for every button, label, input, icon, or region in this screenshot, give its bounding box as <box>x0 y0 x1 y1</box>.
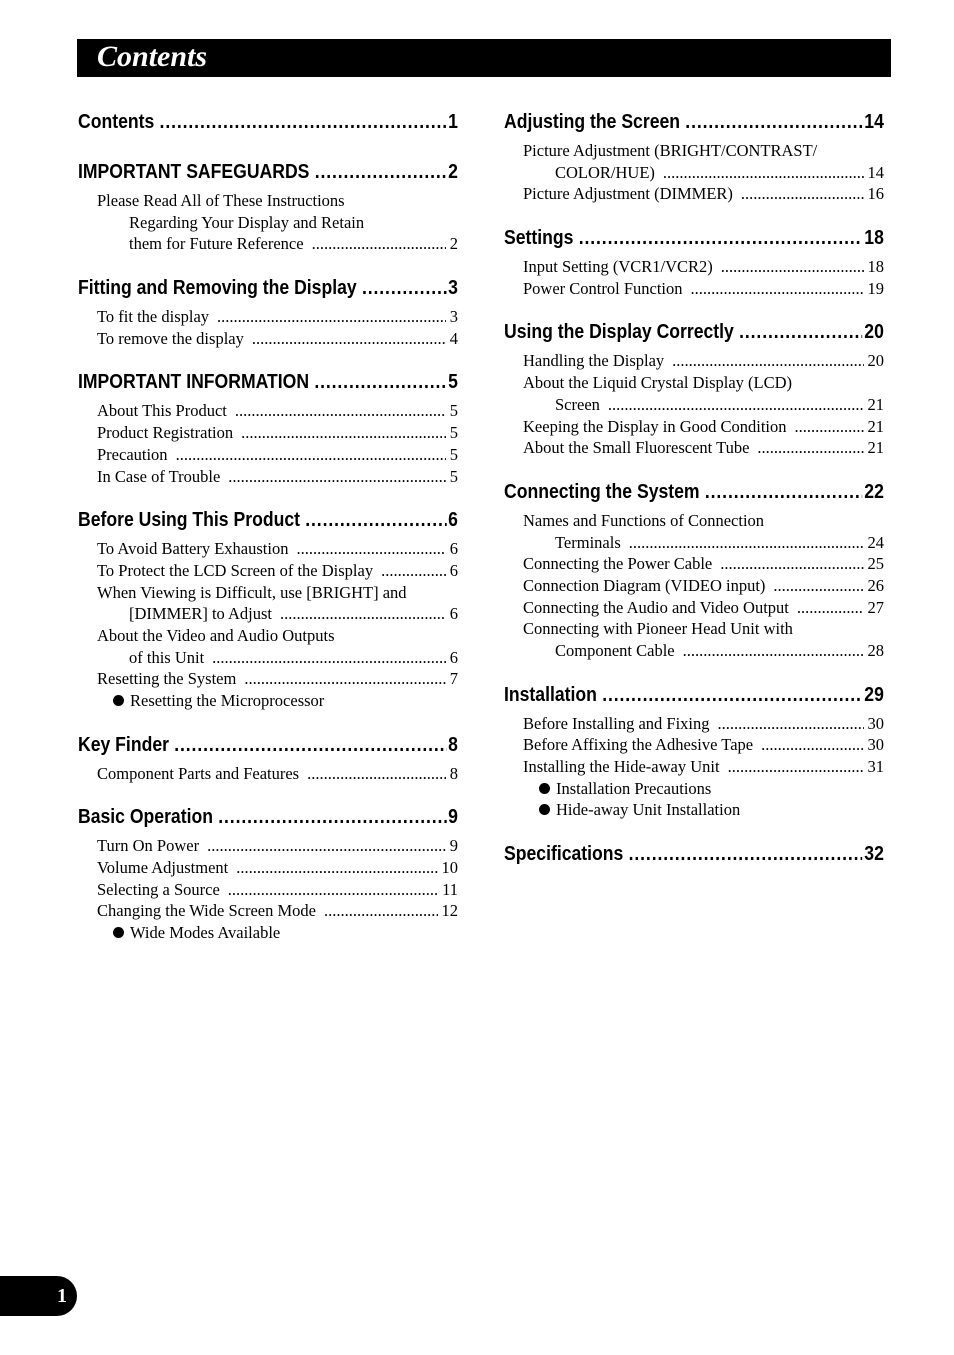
dot-leader <box>685 111 862 134</box>
entry-page-number: 27 <box>867 597 884 617</box>
entry-title: Product Registration <box>97 423 234 443</box>
toc-entry-line[interactable] <box>78 234 458 256</box>
entry-page-number: 2 <box>449 234 458 254</box>
toc-section <box>504 227 884 300</box>
entry-title: Selecting a Source <box>97 879 220 899</box>
bullet-icon <box>539 783 550 794</box>
dot-leader <box>314 371 446 394</box>
dot-leader <box>672 351 863 371</box>
toc-entry-line[interactable] <box>78 191 458 213</box>
section-page-number: 18 <box>864 227 884 250</box>
toc-entry-line[interactable] <box>504 735 884 757</box>
toc-entry-line[interactable] <box>504 554 884 576</box>
dot-leader <box>797 598 864 618</box>
entry-page-number: 5 <box>449 466 458 486</box>
entry-title: Screen <box>555 394 600 414</box>
bullet-icon <box>113 695 124 706</box>
section-title: Basic Operation <box>78 806 213 829</box>
entry-page-number: 6 <box>449 539 458 559</box>
dot-leader <box>629 533 864 553</box>
entry-page-number: 31 <box>867 757 884 777</box>
entry-title: When Viewing is Difficult, use [BRIGHT] and <box>97 582 407 602</box>
entry-title: Connecting the Power Cable <box>523 554 713 574</box>
dot-leader <box>663 163 864 183</box>
entry-page-number: 12 <box>441 901 458 921</box>
bullet-icon <box>113 927 124 938</box>
toc-entries <box>78 764 458 786</box>
entry-page-number: 7 <box>449 669 458 689</box>
entry-title: Connecting with Pioneer Head Unit with <box>523 619 793 639</box>
entry-title: To remove the display <box>97 328 244 348</box>
dot-leader <box>705 481 863 504</box>
toc-section-heading[interactable] <box>78 161 458 190</box>
entry-page-number: 14 <box>867 162 884 182</box>
bullet-icon <box>539 804 550 815</box>
entry-title: Installing the Hide-away Unit <box>523 757 720 777</box>
dot-leader <box>795 417 864 437</box>
toc-entry-line[interactable] <box>78 583 458 605</box>
toc-entry-line[interactable] <box>78 648 458 670</box>
toc-entry-line[interactable] <box>504 619 884 641</box>
entry-page-number: 25 <box>867 554 884 574</box>
entry-page-number: 11 <box>442 879 458 899</box>
toc-entry-line[interactable] <box>504 141 884 163</box>
toc-section <box>78 161 458 256</box>
toc-section <box>78 509 458 713</box>
toc-entry-line[interactable] <box>504 163 884 185</box>
toc-entry-line[interactable] <box>504 438 884 460</box>
section-page-number: 14 <box>864 111 884 133</box>
toc-section <box>504 321 884 459</box>
entry-title: [DIMMER] to Adjust <box>129 604 273 624</box>
dot-leader <box>315 161 447 184</box>
toc-entry-line[interactable] <box>504 533 884 555</box>
toc-bullet-entry[interactable] <box>78 923 458 945</box>
entry-title: Before Affixing the Adhesive Tape <box>523 735 754 755</box>
section-title: Specifications <box>504 843 624 866</box>
section-page-number: 29 <box>864 683 884 706</box>
toc-section-heading[interactable] <box>504 481 884 510</box>
toc-entry-line[interactable] <box>504 184 884 206</box>
entry-page-number: 10 <box>441 858 458 878</box>
dot-leader <box>305 509 446 532</box>
toc-column-left <box>78 111 458 966</box>
toc-section-heading[interactable] <box>78 806 458 835</box>
page-title: Contents <box>97 40 208 73</box>
entry-title: Names and Functions of Connection <box>523 510 765 530</box>
toc-entry-line[interactable] <box>78 858 458 880</box>
toc-bullet-entry[interactable] <box>504 800 884 822</box>
entry-title: Volume Adjustment <box>97 858 229 878</box>
toc-entries <box>504 141 884 206</box>
entry-page-number: 3 <box>449 307 458 327</box>
dot-leader <box>217 307 446 327</box>
toc-entry-line[interactable] <box>504 279 884 301</box>
toc-entries <box>78 307 458 350</box>
toc-entry-line[interactable] <box>78 561 458 583</box>
entry-title: In Case of Trouble <box>97 466 221 486</box>
dot-leader <box>761 735 863 755</box>
dot-leader <box>720 554 863 574</box>
toc-entry-line[interactable] <box>504 598 884 620</box>
entry-title: About the Video and Audio Outputs <box>97 625 335 645</box>
section-title: IMPORTANT SAFEGUARDS <box>78 161 310 183</box>
entry-page-number: 21 <box>867 438 884 458</box>
entry-page-number: 20 <box>867 351 884 371</box>
toc-entry-line[interactable] <box>78 901 458 923</box>
entry-title: About the Liquid Crystal Display (LCD) <box>523 373 793 393</box>
entry-page-number: 8 <box>449 763 458 783</box>
toc-entry-line[interactable] <box>504 373 884 395</box>
entry-title: Handling the Display <box>523 351 665 371</box>
toc-entry-line[interactable] <box>78 604 458 626</box>
toc-entry-line[interactable] <box>504 417 884 439</box>
entry-title: Connecting the Audio and Video Output <box>523 597 789 617</box>
toc-entry-line[interactable] <box>78 626 458 648</box>
toc-entry-line[interactable] <box>504 757 884 779</box>
entry-title: To Avoid Battery Exhaustion <box>97 539 289 559</box>
entry-page-number: 19 <box>867 278 884 298</box>
section-page-number: 3 <box>448 277 458 300</box>
toc-section <box>78 806 458 944</box>
dot-leader <box>741 184 864 204</box>
entry-title: Connection Diagram (VIDEO input) <box>523 575 766 595</box>
entry-title: About This Product <box>97 401 227 421</box>
toc-section-heading[interactable] <box>504 111 884 140</box>
toc-entry-line[interactable] <box>504 257 884 279</box>
entry-title: of this Unit <box>129 647 205 667</box>
toc-entry-line[interactable] <box>78 764 458 786</box>
toc-entry-line[interactable] <box>78 401 458 423</box>
dot-leader <box>683 641 864 661</box>
entry-page-number: 6 <box>449 560 458 580</box>
dot-leader <box>324 901 438 921</box>
dot-leader <box>228 880 438 900</box>
entry-page-number: 28 <box>867 641 884 660</box>
entry-title: Resetting the System <box>97 669 237 689</box>
entry-page-number: 6 <box>449 604 458 624</box>
toc-entries <box>78 401 458 488</box>
entry-title: Component Parts and Features <box>97 763 300 783</box>
dot-leader <box>579 227 863 250</box>
toc-section-heading[interactable] <box>78 509 458 538</box>
toc-entries <box>78 836 458 944</box>
dot-leader <box>241 423 446 443</box>
section-title: Adjusting the Screen <box>504 111 681 133</box>
entry-page-number: 21 <box>867 416 884 436</box>
toc-section <box>504 843 884 872</box>
entry-title: Please Read All of These Instructions <box>97 191 345 210</box>
entry-title: Precaution <box>97 444 168 464</box>
dot-leader <box>235 401 446 421</box>
toc-bullet-entry[interactable] <box>78 691 458 713</box>
entry-title: Wide Modes Available <box>130 923 281 943</box>
entry-page-number: 26 <box>867 575 884 595</box>
toc-entries <box>504 511 884 663</box>
toc-entry-line[interactable] <box>504 351 884 373</box>
entry-title: Picture Adjustment (BRIGHT/CONTRAST/ <box>523 141 818 160</box>
toc-section-heading[interactable] <box>504 843 884 872</box>
dot-leader <box>207 836 446 856</box>
entry-page-number: 16 <box>867 184 884 204</box>
entry-title: Changing the Wide Screen Mode <box>97 901 316 921</box>
dot-leader <box>244 669 445 689</box>
dot-leader <box>176 445 446 465</box>
toc-entry-line[interactable] <box>504 395 884 417</box>
entry-title: To fit the display <box>97 307 210 327</box>
toc-bullet-entry[interactable] <box>504 779 884 801</box>
toc-section-heading[interactable] <box>78 277 458 306</box>
dot-leader <box>307 764 446 784</box>
dot-leader <box>312 234 446 254</box>
entry-page-number: 4 <box>449 328 458 348</box>
toc-section-heading[interactable] <box>504 321 884 350</box>
toc-section <box>78 111 458 140</box>
entry-page-number: 30 <box>867 713 884 733</box>
dot-leader <box>218 806 446 829</box>
section-title: Before Using This Product <box>78 509 300 532</box>
toc-entries <box>504 351 884 459</box>
toc-column-right <box>504 111 884 893</box>
entry-page-number: 5 <box>449 444 458 464</box>
toc-section <box>78 734 458 786</box>
entry-title: Component Cable <box>555 641 675 660</box>
dot-leader <box>728 757 864 777</box>
page-number: 1 <box>57 1285 67 1307</box>
toc-entry-line[interactable] <box>78 329 458 351</box>
entry-page-number: 21 <box>867 394 884 414</box>
toc-entry-line[interactable] <box>78 467 458 489</box>
entry-title: Regarding Your Display and Retain <box>129 212 365 232</box>
toc-section-heading[interactable] <box>504 684 884 713</box>
dot-leader <box>296 539 445 559</box>
toc-entry-line[interactable] <box>78 539 458 561</box>
toc-entries <box>504 714 884 822</box>
page-number-badge <box>0 1276 77 1316</box>
section-page-number: 9 <box>448 806 458 829</box>
toc-section <box>78 277 458 350</box>
toc-entry-line[interactable] <box>504 714 884 736</box>
entry-page-number: 24 <box>867 532 884 552</box>
entry-title: About the Small Fluorescent Tube <box>523 438 750 458</box>
toc-section-heading[interactable] <box>78 371 458 400</box>
dot-leader <box>280 604 446 624</box>
section-page-number: 22 <box>864 480 884 503</box>
entry-title: Turn On Power <box>97 836 200 856</box>
section-title: Settings <box>504 227 574 250</box>
toc-section <box>504 111 884 206</box>
section-title: Using the Display Correctly <box>504 321 734 344</box>
toc-entry-line[interactable] <box>78 445 458 467</box>
dot-leader <box>602 684 862 707</box>
section-page-number: 6 <box>448 509 458 532</box>
section-title: Fitting and Removing the Display <box>78 277 357 300</box>
toc-entries <box>78 539 458 713</box>
toc-entry-line[interactable] <box>78 836 458 858</box>
dot-leader <box>721 257 864 277</box>
entry-title: Terminals <box>555 532 621 552</box>
entry-title: To Protect the LCD Screen of the Display <box>97 560 374 580</box>
toc-entries <box>78 191 458 256</box>
toc-entry-line[interactable] <box>78 669 458 691</box>
entry-title: Keeping the Display in Good Condition <box>523 416 787 436</box>
toc-entries <box>504 257 884 300</box>
section-page-number: 5 <box>448 371 458 394</box>
toc-entry-line[interactable] <box>504 641 884 663</box>
dot-leader <box>757 438 863 458</box>
toc-entry-line[interactable] <box>78 880 458 902</box>
toc-section-heading[interactable] <box>78 111 458 140</box>
entry-title: Resetting the Microprocessor <box>130 691 325 710</box>
dot-leader <box>362 277 446 300</box>
dot-leader <box>691 279 864 299</box>
entry-title: Power Control Function <box>523 278 683 298</box>
section-title: Contents <box>78 111 155 133</box>
section-page-number: 8 <box>448 733 458 756</box>
section-title: Installation <box>504 683 597 706</box>
dot-leader <box>629 843 863 866</box>
dot-leader <box>773 576 863 596</box>
section-page-number: 1 <box>448 111 458 133</box>
section-page-number: 32 <box>864 843 884 866</box>
entry-title: COLOR/HUE) <box>555 162 655 182</box>
dot-leader <box>160 111 447 134</box>
entry-page-number: 6 <box>449 647 458 667</box>
title-bar <box>77 39 891 77</box>
toc-section <box>504 481 884 663</box>
entry-page-number: 18 <box>867 257 884 277</box>
entry-page-number: 5 <box>449 401 458 421</box>
section-title: Connecting the System <box>504 480 700 503</box>
section-page-number: 20 <box>864 321 884 344</box>
entry-title: Before Installing and Fixing <box>523 713 710 733</box>
toc-entry-line[interactable] <box>504 511 884 533</box>
toc-section <box>78 371 458 488</box>
entry-title: Input Setting (VCR1/VCR2) <box>523 257 713 277</box>
dot-leader <box>252 329 446 349</box>
entry-page-number: 30 <box>867 735 884 755</box>
section-title: Key Finder <box>78 733 169 756</box>
entry-page-number: 5 <box>449 423 458 443</box>
dot-leader <box>608 395 864 415</box>
dot-leader <box>381 561 446 581</box>
entry-title: Installation Precautions <box>556 778 712 798</box>
dot-leader <box>174 734 446 757</box>
toc-section-heading[interactable] <box>504 227 884 256</box>
toc-entry-line[interactable] <box>78 307 458 329</box>
entry-page-number: 9 <box>449 836 458 856</box>
entry-title: Picture Adjustment (DIMMER) <box>523 184 733 204</box>
dot-leader <box>718 714 864 734</box>
toc-section-heading[interactable] <box>78 734 458 763</box>
toc-section <box>504 684 884 822</box>
section-title: IMPORTANT INFORMATION <box>78 371 310 394</box>
dot-leader <box>212 648 446 668</box>
toc-entry-line[interactable] <box>504 576 884 598</box>
entry-title: them for Future Reference <box>129 234 304 254</box>
toc-entry-line[interactable] <box>78 423 458 445</box>
toc-entry-line[interactable] <box>78 213 458 235</box>
dot-leader <box>236 858 437 878</box>
section-page-number: 2 <box>448 161 458 183</box>
dot-leader <box>228 467 445 487</box>
entry-title: Hide-away Unit Installation <box>556 800 741 820</box>
dot-leader <box>739 321 862 344</box>
